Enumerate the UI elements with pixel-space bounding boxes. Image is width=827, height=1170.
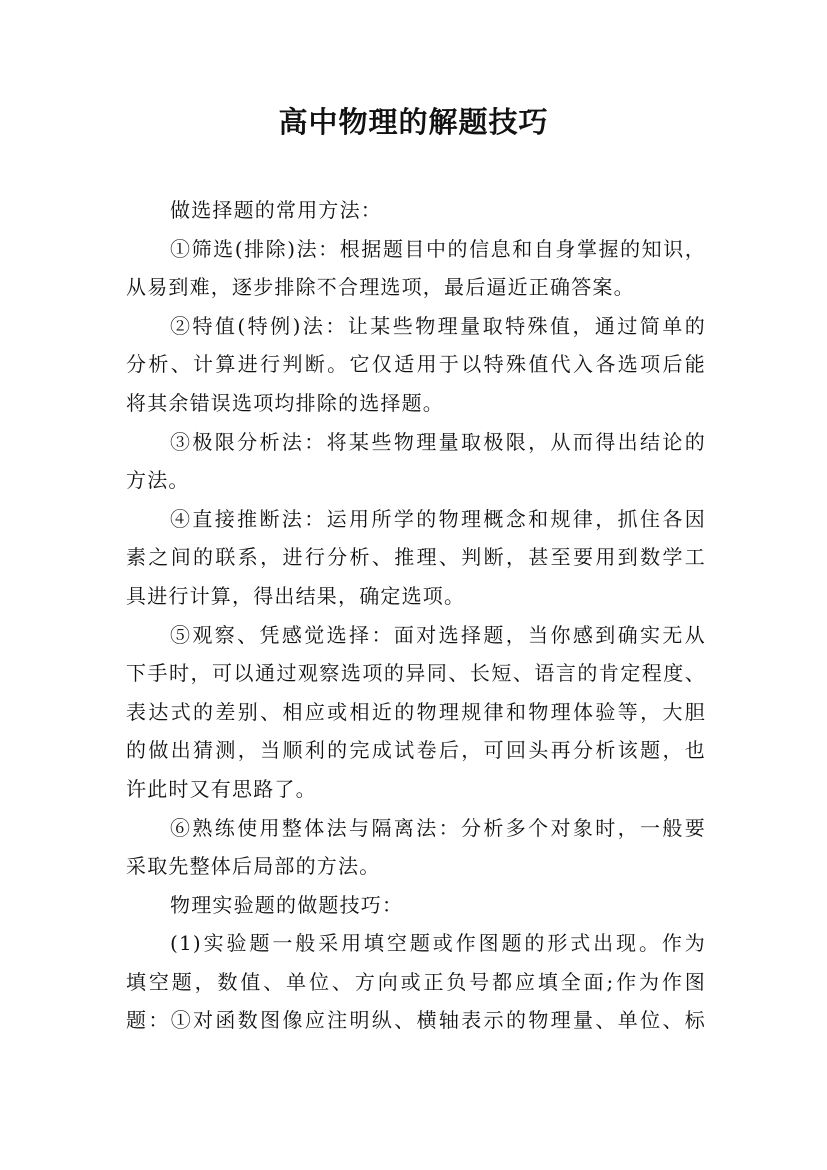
text-line: 题：①对函数图像应注明纵、横轴表示的物理量、单位、标: [126, 1008, 706, 1033]
text-line: 的做出猜测，当顺利的完成试卷后，可回头再分析该题，也: [126, 738, 706, 763]
text-line: 素之间的联系，进行分析、推理、判断，甚至要用到数学工: [126, 545, 706, 570]
text-line: ③极限分析法：将某些物理量取极限，从而得出结论的: [170, 429, 706, 454]
text-line: ⑥熟练使用整体法与隔离法：分析多个对象时，一般要: [170, 815, 706, 840]
text-line: ⑤观察、凭感觉选择：面对选择题，当你感到确实无从: [170, 622, 706, 647]
text-line: ④直接推断法：运用所学的物理概念和规律，抓住各因: [170, 506, 706, 531]
text-line: 具进行计算，得出结果，确定选项。: [126, 583, 466, 608]
text-line: 物理实验题的做题技巧：: [170, 892, 404, 917]
text-line: 许此时又有思路了。: [126, 776, 317, 801]
text-line: 方法。: [126, 468, 190, 493]
text-line: (1)实验题一般采用填空题或作图题的形式出现。作为: [170, 931, 706, 956]
text-line: 分析、计算进行判断。它仅适用于以特殊值代入各选项后能: [126, 352, 706, 377]
text-line: 填空题，数值、单位、方向或正负号都应填全面;作为作图: [126, 969, 706, 994]
text-line: 从易到难，逐步排除不合理选项，最后逼近正确答案。: [126, 275, 635, 300]
text-line: 下手时，可以通过观察选项的异同、长短、语言的肯定程度、: [126, 661, 706, 686]
document-title: 高中物理的解题技巧: [278, 105, 549, 139]
text-line: 将其余错误选项均排除的选择题。: [126, 390, 444, 415]
text-line: 表达式的差别、相应或相近的物理规律和物理体验等，大胆: [126, 699, 706, 724]
text-line: ②特值(特例)法：让某些物理量取特殊值，通过简单的: [170, 313, 706, 338]
text-line: ①筛选(排除)法：根据题目中的信息和自身掌握的知识，: [170, 236, 706, 261]
text-line: 做选择题的常用方法：: [170, 198, 382, 222]
document-body: [126, 191, 706, 1040]
text-line: 采取先整体后局部的方法。: [126, 854, 381, 879]
